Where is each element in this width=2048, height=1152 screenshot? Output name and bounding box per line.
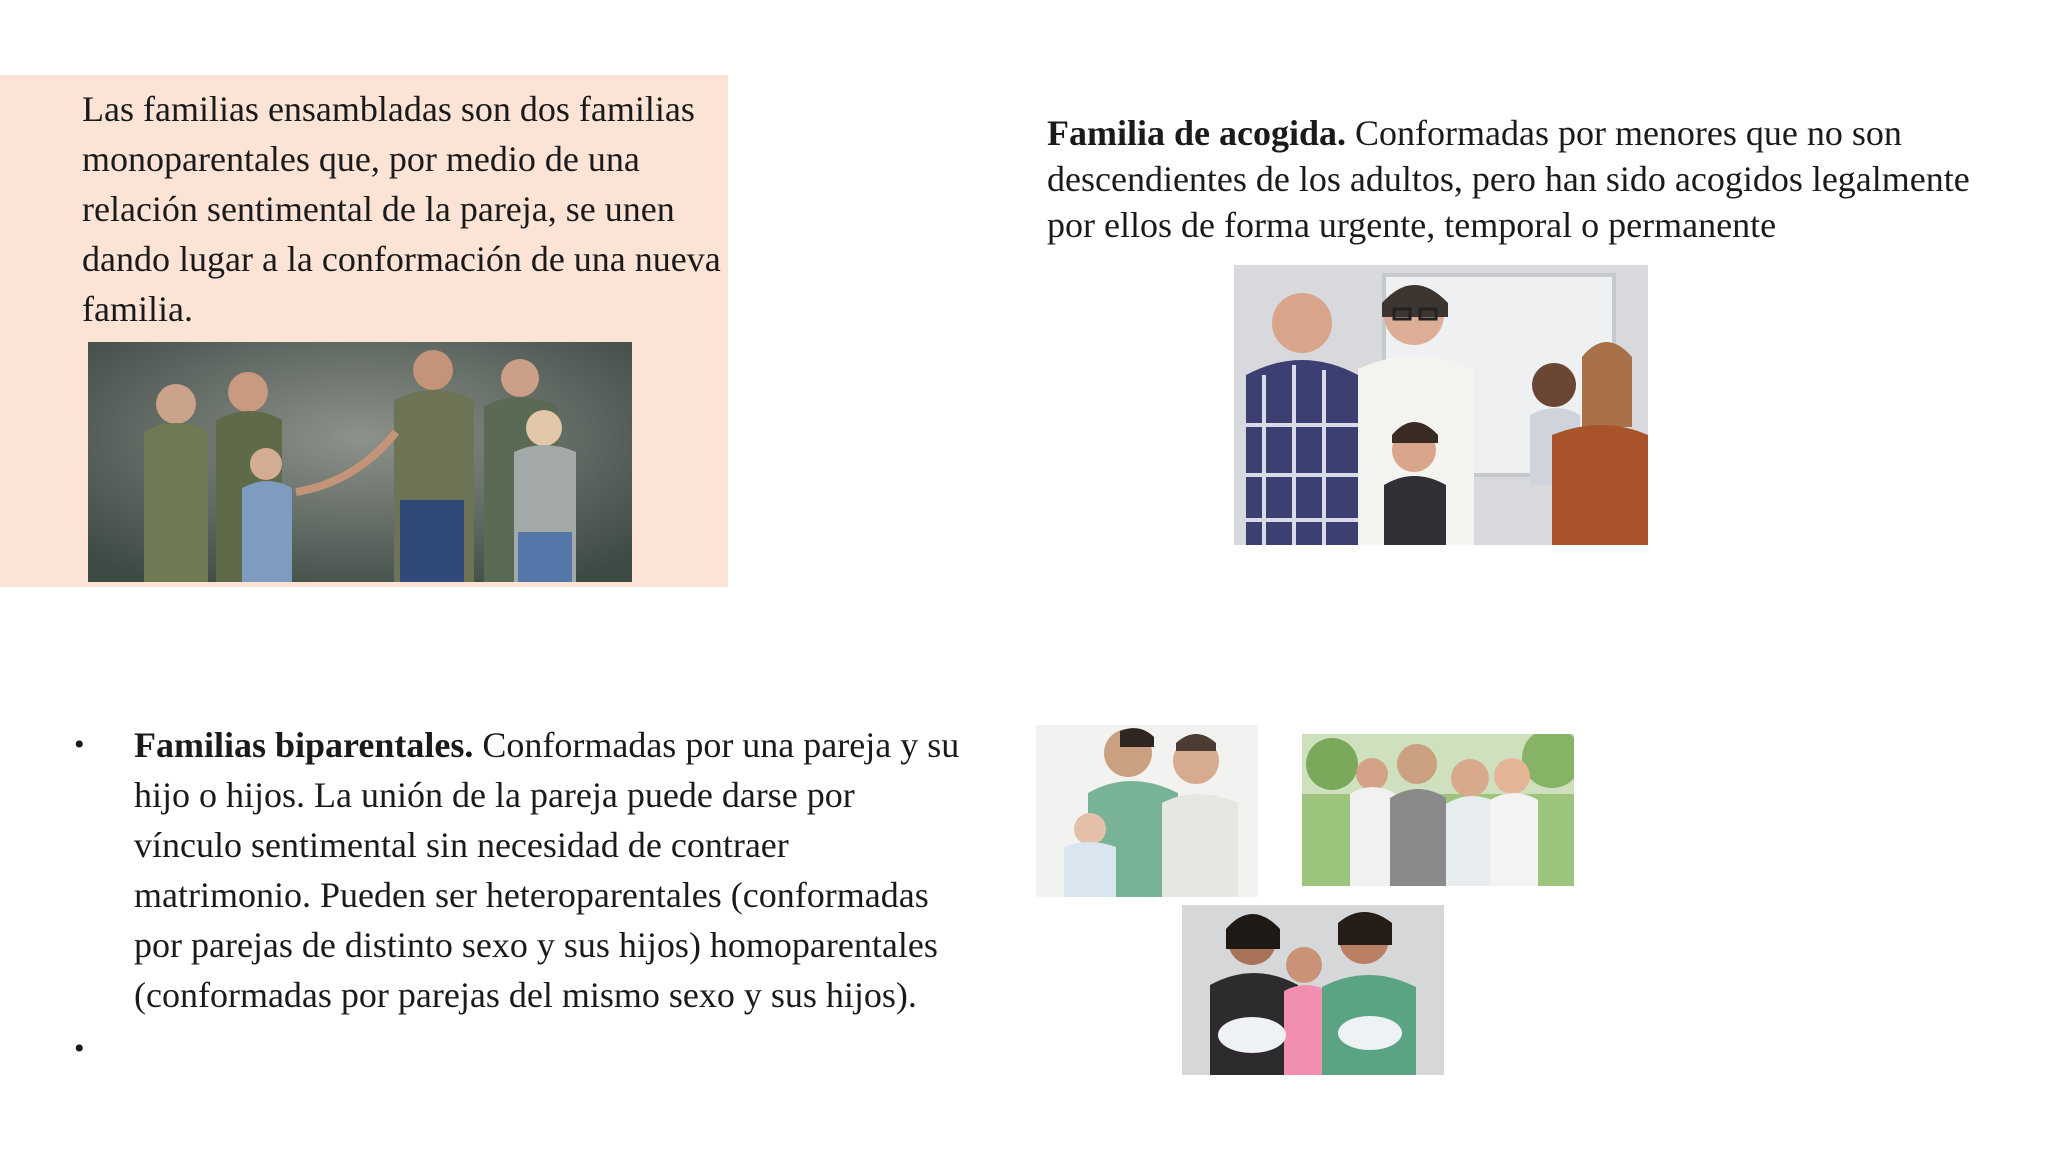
acogida-title: Familia de acogida. (1047, 113, 1346, 153)
empty-list-item (74, 1024, 960, 1074)
ensambladas-text: Las familias ensambladas son dos familias monoparentales que, por medio de una relación sentimental de la pareja, se unen dando lugar a la conformación de una nueva familia. (82, 89, 721, 329)
bullet-marker: • (74, 1032, 85, 1065)
biparentales-list (74, 720, 960, 1074)
two-fathers-photo (1036, 725, 1258, 897)
acogida-body: Conformadas por menores que no son descendientes de los adultos, pero han sido acogidos legalmente por ellos de forma urgente, temporal o permanente (1047, 113, 1970, 245)
foster-family-photo (1234, 265, 1648, 545)
biparentales-item (74, 720, 960, 1020)
bullet-marker: • (74, 728, 85, 761)
blended-family-photo (88, 342, 632, 582)
outdoor-family-photo (1302, 734, 1574, 886)
biparentales-body: Conformadas por una pareja y su hijo o hijos. La unión de la pareja puede darse por vínculo sentimental sin necesidad de contraer matrimonio. Pueden ser heteroparentales (conformadas por parejas de distinto sexo y sus hijos) homoparentales (conformadas por parejas del mismo sexo y sus hijos). (134, 725, 960, 1015)
biparentales-title: Familias biparentales. (134, 725, 474, 765)
acogida-text (1047, 110, 1997, 248)
two-mothers-photo (1182, 905, 1444, 1075)
